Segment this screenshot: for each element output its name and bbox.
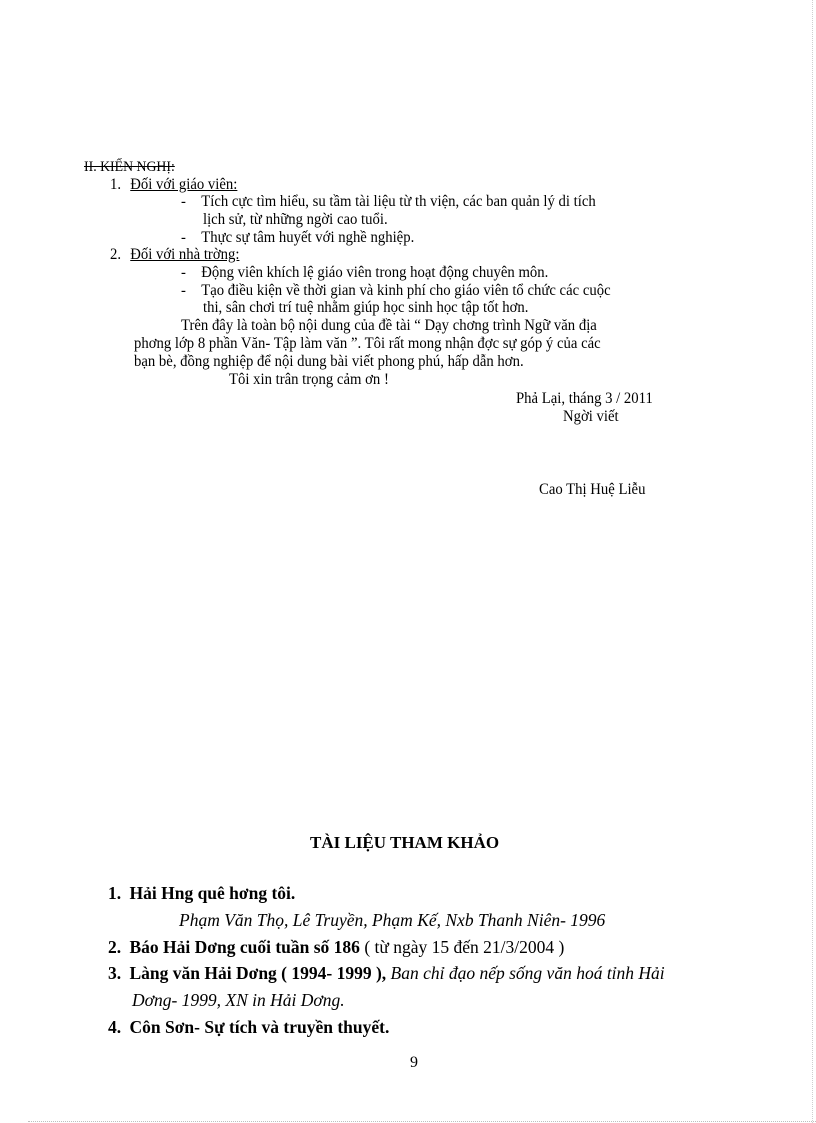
list-item-school — [110, 246, 251, 264]
reference-item: 2. Báo Hải Dơng cuối tuần số 186 ( từ ngày 15 đến 21/3/2004 ) — [108, 937, 565, 957]
bullet-line: - Động viên khích lệ giáo viên trong hoạt động chuyên môn. — [181, 264, 549, 281]
bullet-line: - Tích cực tìm hiểu, su tầm tài liệu từ th viện, các ban quản lý di tích — [181, 193, 596, 210]
reference-item: 1. Hải Hng quê hơng tôi. — [108, 883, 296, 903]
reference-item: 4. Côn Sơn- Sự tích và truyền thuyết. — [108, 1017, 390, 1037]
references-title: TÀI LIỆU THAM KHẢO — [310, 833, 500, 852]
signature-name: Cao Thị Huệ Liễu — [539, 481, 646, 498]
page-number: 9 — [410, 1054, 418, 1071]
closing-line: bạn bè, đồng nghiệp để nội dung bài viết phong phú, hấp dẫn hơn. — [134, 353, 524, 370]
item-title: Đối với giáo viên: — [130, 176, 238, 193]
closing-line: phơng lớp 8 phần Văn- Tập làm văn ”. Tôi rất mong nhận đợc sự góp ý của các — [134, 335, 601, 352]
reference-detail: Dơng- 1999, XN in Hải Dơng. — [132, 990, 345, 1010]
page-bottom-border — [28, 1121, 816, 1122]
place-date: Phả Lại, tháng 3 / 2011 — [516, 390, 653, 407]
item-number: 2. — [110, 246, 122, 263]
item-number: 1. — [110, 176, 122, 193]
list-item-teachers — [110, 176, 248, 194]
item-title: Đối với nhà trờng: — [130, 246, 240, 263]
thanks-line: Tôi xin trân trọng cảm ơn ! — [229, 371, 389, 388]
closing-line: Trên đây là toàn bộ nội dung của đề tài “ Dạy chơng trình Ngữ văn địa — [181, 317, 597, 334]
page-right-border — [812, 0, 813, 1123]
reference-detail: Phạm Văn Thọ, Lê Truyền, Phạm Kế, Nxb Thanh Niên- 1996 — [179, 910, 606, 930]
bullet-line: lịch sử, từ những ngời cao tuổi. — [203, 211, 388, 228]
signature-role: Ngời viết — [563, 408, 619, 425]
bullet-line: - Tạo điều kiện về thời gian và kinh phí cho giáo viên tổ chức các cuộc — [181, 282, 611, 299]
section-heading: II. KIẾN NGHỊ: — [84, 159, 175, 175]
bullet-line: thi, sân chơi trí tuệ nhằm giúp học sinh học tập tốt hơn. — [203, 299, 529, 316]
reference-item: 3. Làng văn Hải Dơng ( 1994- 1999 ), Ban chỉ đạo nếp sống văn hoá tỉnh Hải — [108, 963, 665, 983]
bullet-line: - Thực sự tâm huyết với nghề nghiệp. — [181, 229, 415, 246]
